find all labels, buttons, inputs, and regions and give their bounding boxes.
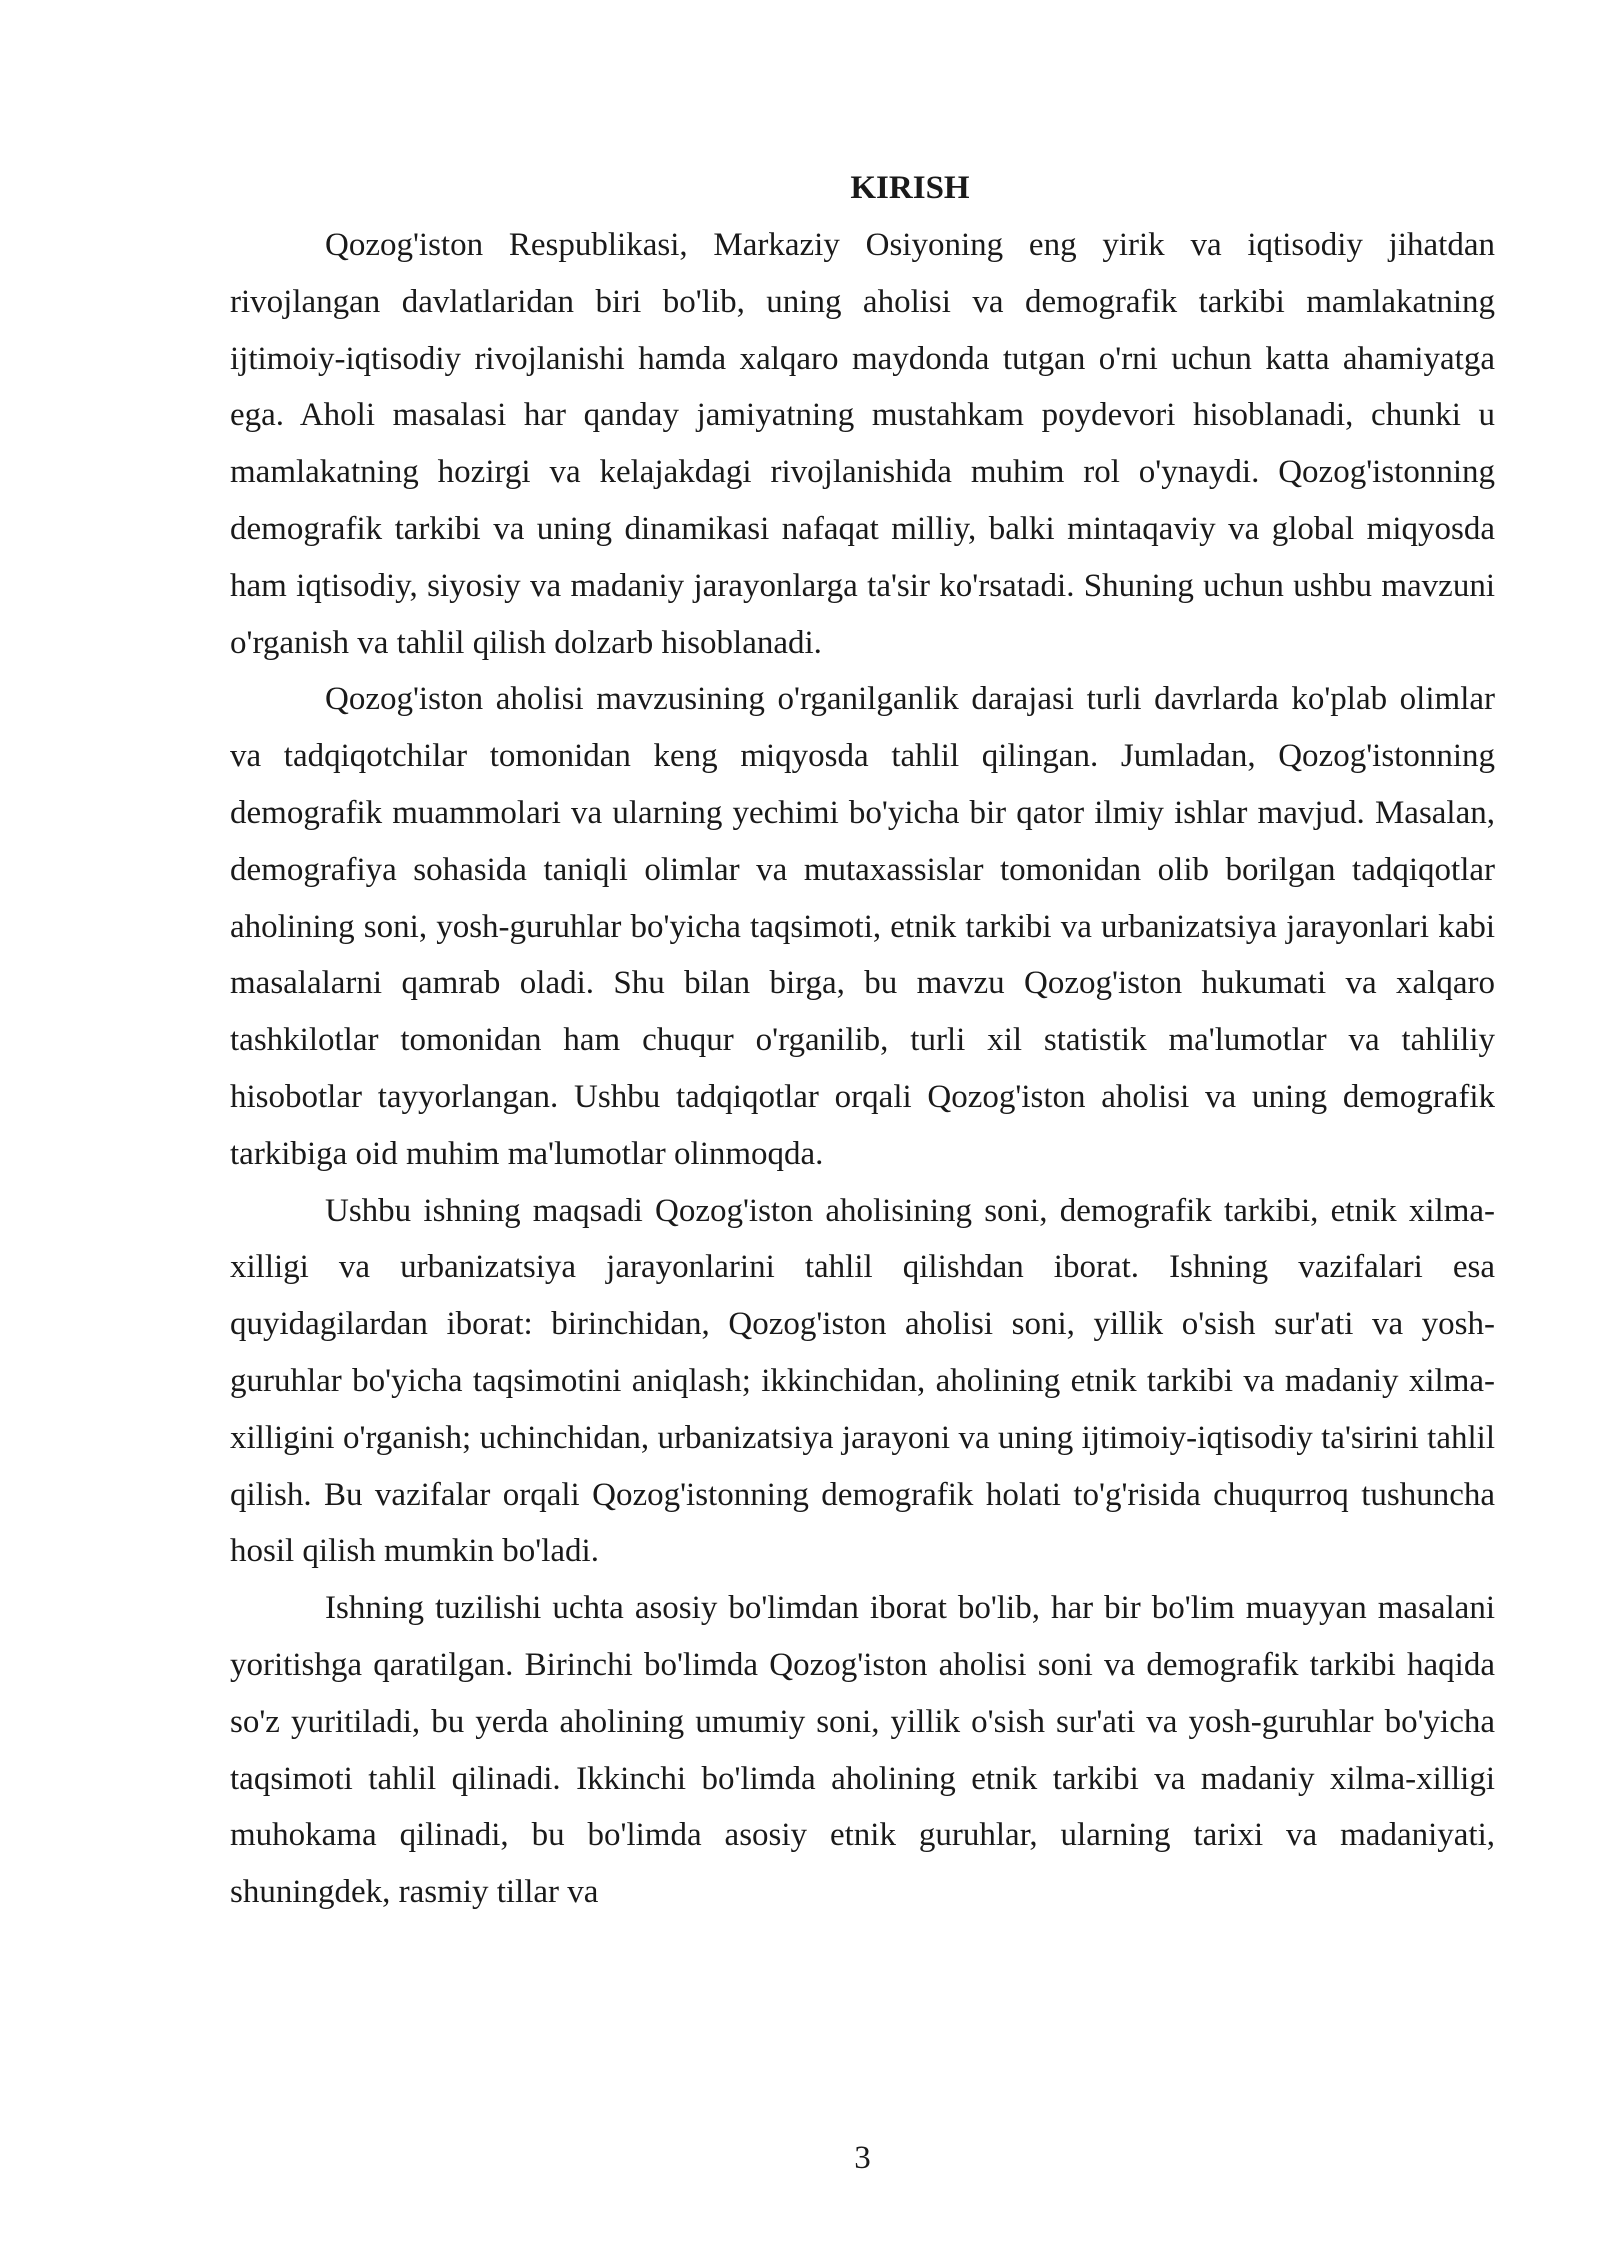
page-number: 3	[854, 2140, 871, 2176]
paragraph-3: Ushbu ishning maqsadi Qozog'iston aholisining soni, demografik tarkibi, etnik xilma-xilligi va urbanizatsiya jarayonlarini tahlil qilishdan iborat. Ishning vazifalari esa quyidagilardan iborat: birinchidan, Qozog'iston aholisi soni, yillik o'sish sur'ati va yosh-guruhlar bo'yicha taqsimotini aniqlash; ikkinchidan, aholining etnik tarkibi va madaniy xilma-xilligini o'rganish; uchinchidan, urbanizatsiya jarayoni va uning ijtimoiy-iqtisodiy ta'sirini tahlil qilish. Bu vazifalar orqali Qozog'istonning demografik holati to'g'risida chuqurroq tushuncha hosil qilish mumkin bo'ladi.	[230, 1192, 1495, 1570]
paragraph-1: Qozog'iston Respublikasi, Markaziy Osiyoning eng yirik va iqtisodiy jihatdan rivojlangan davlatlaridan biri bo'lib, uning aholisi va demografik tarkibi mamlakatning ijtimoiy-iqtisodiy rivojlanishi hamda xalqaro maydonda tutgan o'rni uchun katta ahamiyatga ega. Aholi masalasi har qanday jamiyatning mustahkam poydevori hisoblanadi, chunki u mamlakatning hozirgi va kelajakdagi rivojlanishida muhim rol o'ynaydi. Qozog'istonning demografik tarkibi va uning dinamikasi nafaqat milliy, balki mintaqaviy va global miqyosda ham iqtisodiy, siyosiy va madaniy jarayonlarga ta'sir ko'rsatadi. Shuning uchun ushbu mavzuni o'rganish va tahlil qilish dolzarb hisoblanadi.	[230, 227, 1495, 661]
paragraph-4: Ishning tuzilishi uchta asosiy bo'limdan iborat bo'lib, har bir bo'lim muayyan masalani yoritishga qaratilgan. Birinchi bo'limda Qozog'iston aholisi soni va demografik tarkibi haqida so'z yuritiladi, bu yerda aholining umumiy soni, yillik o'sish sur'ati va yosh-guruhlar bo'yicha taqsimoti tahlil qilinadi. Ikkinchi bo'limda aholining etnik tarkibi va madaniy xilma-xilligi muhokama qilinadi, bu bo'limda asosiy etnik guruhlar, ularning tarixi va madaniyati, shuningdek, rasmiy tillar va	[230, 1590, 1495, 1911]
page-title: KIRISH	[850, 170, 970, 206]
document-page	[230, 160, 1495, 1921]
paragraph-2: Qozog'iston aholisi mavzusining o'rganilganlik darajasi turli davrlarda ko'plab olimlar va tadqiqotchilar tomonidan keng miqyosda tahlil qilingan. Jumladan, Qozog'istonning demografik muammolari va ularning yechimi bo'yicha bir qator ilmiy ishlar mavjud. Masalan, demografiya sohasida taniqli olimlar va mutaxassislar tomonidan olib borilgan tadqiqotlar aholining soni, yosh-guruhlar bo'yicha taqsimoti, etnik tarkibi va urbanizatsiya jarayonlari kabi masalalarni qamrab oladi. Shu bilan birga, bu mavzu Qozog'iston hukumati va xalqaro tashkilotlar tomonidan ham chuqur o'rganilib, turli xil statistik ma'lumotlar va tahliliy hisobotlar tayyorlangan. Ushbu tadqiqotlar orqali Qozog'iston aholisi va uning demografik tarkibiga oid muhim ma'lumotlar olinmoqda.	[230, 681, 1495, 1172]
